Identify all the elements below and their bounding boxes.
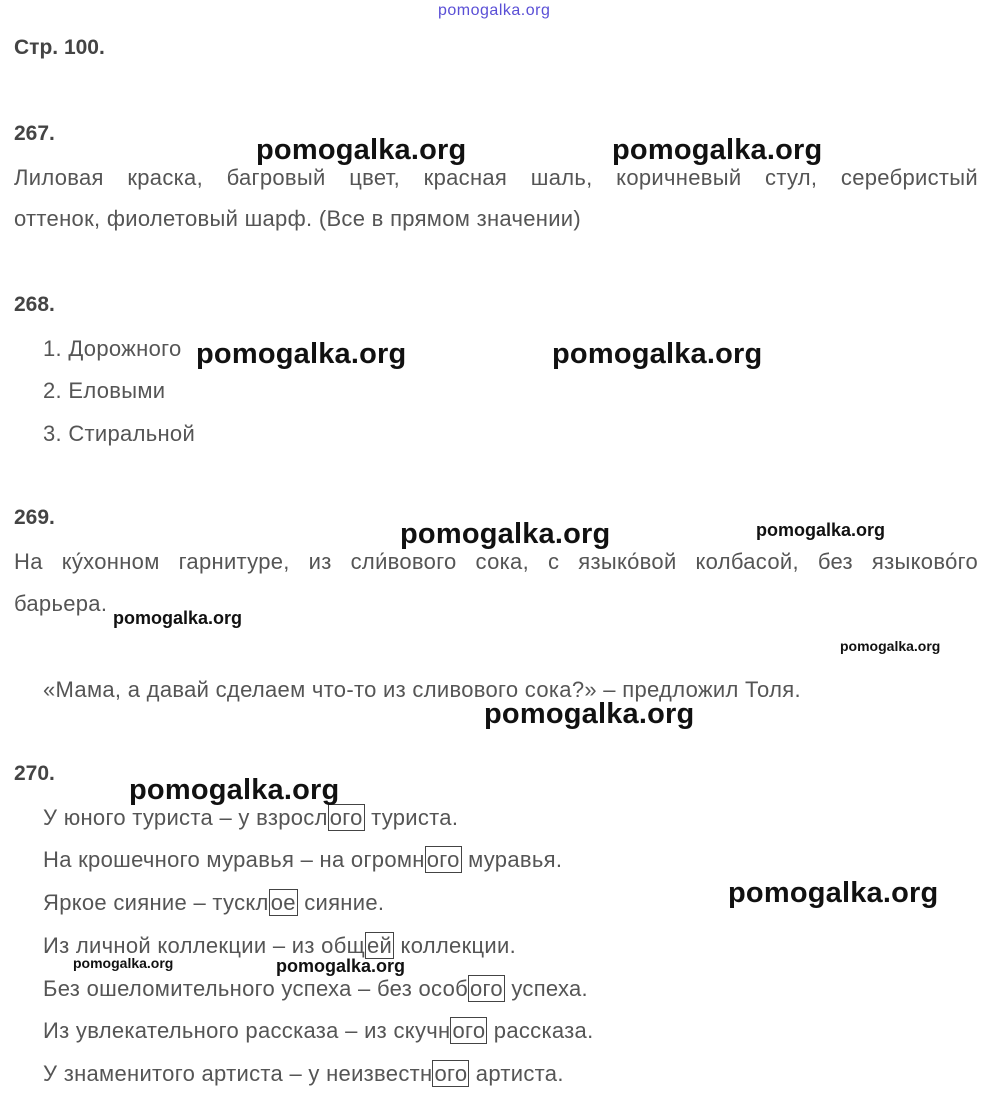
line-text: У юного туриста – у взросл [43, 805, 328, 830]
exercise-267-number: 267. [14, 122, 55, 145]
ending-box: ей [367, 933, 393, 958]
line-text: У знаменитого артиста – у неизвестн [43, 1061, 433, 1086]
watermark: pomogalka.org [196, 338, 407, 370]
line-text: Яркое сияние – тускл [43, 890, 269, 915]
line-text: сияние. [297, 890, 385, 915]
exercise-270-line [43, 805, 458, 831]
line-text: Из увлекательного рассказа – из скучн [43, 1018, 451, 1043]
watermark: pomogalka.org [400, 518, 611, 550]
watermark: pomogalka.org [129, 774, 340, 806]
exercise-268-number: 268. [14, 293, 55, 316]
ending-box: ого [329, 805, 363, 830]
watermark: pomogalka.org [73, 955, 174, 971]
watermark: pomogalka.org [113, 608, 243, 628]
line-text: туриста. [364, 805, 459, 830]
line-text: успеха. [504, 976, 588, 1001]
watermark: pomogalka.org [756, 520, 886, 540]
exercise-267-line-2: оттенок, фиолетовый шарф. (Все в прямом значении) [14, 206, 582, 231]
exercise-269-number: 269. [14, 506, 55, 529]
watermark: pomogalka.org [256, 134, 467, 166]
line-text: коллекции. [394, 933, 517, 958]
line-text: На крошечного муравья – на огромн [43, 847, 425, 872]
exercise-270-line [43, 1018, 594, 1044]
exercise-270-line [43, 976, 588, 1002]
exercise-270-line [43, 890, 384, 916]
watermark: pomogalka.org [612, 134, 823, 166]
ending-box: ого [426, 847, 460, 872]
exercise-267-line-1: Лиловая краска, багровый цвет, красная шаль, коричневый стул, серебристый [14, 165, 978, 190]
line-text: артиста. [469, 1061, 564, 1086]
line-text: муравья. [461, 847, 563, 872]
exercise-269-line-1: На ку́хонном гарнитуре, из сли́вового сока, с языко́вой колбасой, без языково́го [14, 549, 978, 574]
ending-box: ого [470, 976, 503, 1001]
ending-box: ое [270, 890, 296, 915]
exercise-268-item-3: 3. Стиральной [43, 421, 196, 446]
line-text: рассказа. [487, 1018, 594, 1043]
watermark: pomogalka.org [484, 698, 695, 730]
line-text: Из личной коллекции – из общ [43, 933, 366, 958]
ending-box: ого [452, 1018, 486, 1043]
watermark: pomogalka.org [728, 877, 939, 909]
watermark: pomogalka.org [840, 638, 941, 654]
exercise-269-line-3: «Мама, а давай сделаем что-то из сливового сока?» – предложил Толя. [43, 677, 801, 702]
page-label: Стр. 100. [14, 36, 105, 59]
exercise-269-line-2: барьера. [14, 591, 108, 616]
exercise-270-number: 270. [14, 762, 55, 785]
line-text: Без ошеломительного успеха – без особ [43, 976, 469, 1001]
top-watermark: pomogalka.org [438, 2, 551, 19]
exercise-268-item-2: 2. Еловыми [43, 378, 166, 403]
exercise-270-line [43, 847, 562, 873]
exercise-268-item-1: 1. Дорожного [43, 336, 182, 361]
watermark: pomogalka.org [276, 956, 406, 976]
ending-box: ого [434, 1061, 468, 1086]
exercise-270-line [43, 1061, 564, 1087]
watermark: pomogalka.org [552, 338, 763, 370]
